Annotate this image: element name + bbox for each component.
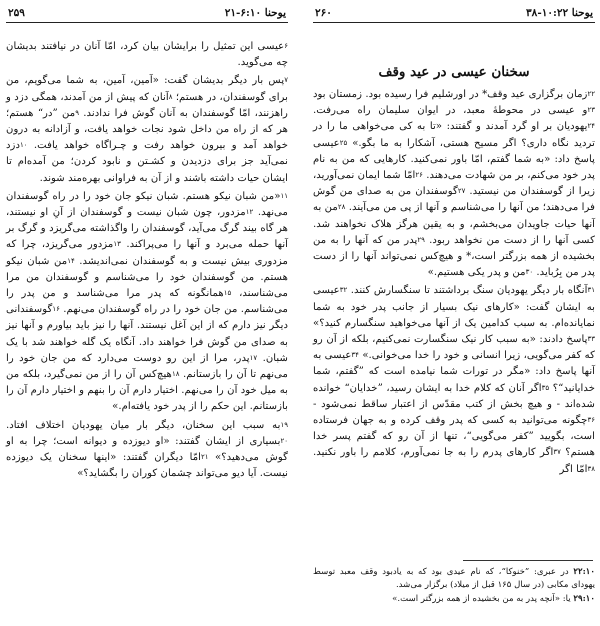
verse-text: عیسی پاسخ داد: «به شما گفتم، امّا باور نمی‌کنید. کارهایی که من به نام پدر خود می‌کنم، بر من شهادت می‌دهند. [313, 137, 595, 182]
verse-text: «من شبان نیکو هستم. شبان نیکو جان خود را در راه گوسفندان می‌نهد. [6, 190, 288, 219]
footnote-rule [463, 560, 593, 561]
verse-number: ۱۶ [52, 305, 60, 314]
running-head-left [6, 4, 288, 23]
paragraph [313, 283, 595, 477]
verse-number: ۲۹ [417, 235, 425, 244]
verse-number: ۲۴ [587, 122, 595, 131]
verse-number: ۳۳ [587, 335, 595, 344]
left-page-body [6, 39, 288, 482]
verse-text: من شبان نیکو هستم. من گوسفندان خود را می‌شناسم و گوسفندان من مرا می‌شناسند، [6, 255, 288, 300]
footnote-reference: ۲۹:۱۰ [573, 594, 595, 605]
verse-text: امّا اگر [559, 463, 588, 475]
verse-text: من به آنها حیات جاویدان می‌بخشم، و به یقین هرگز هلاک نخواهند شد. کسی آنها را از دست من نخواهد ربود. [313, 202, 595, 246]
verse-text: عیسی به آنها پاسخ داد: «مگر در تورات شما نیامده است که ”گفتم، شما خدایانید“؟ [313, 350, 595, 394]
verse-number: ۳۵ [541, 383, 550, 392]
verse-number: ۳۸ [587, 464, 595, 473]
footnotes [313, 566, 595, 608]
verse-text: اگر کارهای پدرم را به جا نمی‌آورم، کلامم را باور نکنید. [313, 447, 554, 459]
verse-text: و عیسی در محوطهٔ معبد، در ایوان سلیمان راه می‌رفت. [313, 105, 588, 117]
running-head-right [313, 4, 595, 23]
verse-text: هیچ‌کس آن را از من نمی‌گیرد، بلکه من به میل خود آن را می‌نهم. اختیار دارم آن را بنهم و اختیار دارم آن را بازستانم. این حکم را از پدر خود یافته‌ام.» [6, 369, 288, 413]
verse-text: بسیاری از ایشان گفتند: «او دیوزده و دیوانه است؛ چرا به او گوش می‌دهید؟» [6, 435, 288, 464]
verse-text: امّا شما ایمان نمی‌آورید، زیرا از گوسفندان من نیستید. [313, 170, 595, 198]
verse-text: گوسفندانی دیگر نیز دارم که از این آغل نیستند. آنها را نیز باید بیاورم و آنها نیز به صدای من گوش فرا خواهند داد. آنگاه یک گله خواهند شد با یک شبان. [6, 304, 289, 364]
verse-number: ۱۱ [280, 191, 288, 200]
verse-number: ۹ [75, 108, 79, 117]
footnote [313, 593, 595, 606]
verse-text: چگونه می‌توانید به کسی که پدر وقف کرده و به جهان فرستاده است، بگویید ”کفر می‌گویی“، تنها از آن رو که گفتم پسر خدا هستم؟ [313, 415, 595, 459]
left-page [6, 0, 288, 626]
verse-number: ۱۹ [280, 420, 288, 429]
footnote-text: یا: «آنچه پدر به من بخشیده از همه بزرگتر است.» [392, 594, 571, 605]
verse-text: آنگاه بار دیگر یهودیان سنگ برداشتند تا سنگسارش کنند. [350, 285, 588, 297]
verse-number: ۳۴ [351, 351, 359, 360]
right-page [313, 0, 595, 626]
verse-text: من و پدر یکی هستیم.» [427, 267, 526, 279]
paragraph [6, 39, 288, 71]
verse-number: ۲۶ [415, 171, 423, 180]
verse-text: امّا دیگران گفتند: «اینها سخنان یک دیوزده نیست. آیا دیو می‌تواند چشمان کوران را بگشاید؟» [6, 452, 288, 480]
verse-number: ۲۵ [339, 138, 348, 147]
verse-text: یهودیان بر او گرد آمدند و گفتند: «تا به کی می‌خواهی ما را در تردید نگاه داری؟ اگر مسیح هستی، آشکارا به ما بگو.» [313, 121, 595, 149]
paragraph [6, 73, 288, 186]
verse-text: عیسی به ایشان گفت: «کارهای نیک بسیار از جانب پدر خود به شما نمایانده‌ام. به سبب کدامین یک از آنها می‌خواهید سنگسارم کنید؟» [313, 285, 595, 329]
paragraph [6, 418, 288, 483]
verse-number: ۱۲ [245, 208, 254, 217]
verse-text: به سبب این سخنان، دیگر بار میان یهودیان اختلاف افتاد. [6, 419, 281, 431]
verse-number: ۷ [284, 76, 288, 85]
verse-number: ۲۲ [587, 90, 595, 98]
verse-number: ۳۷ [553, 448, 561, 457]
verse-number: ۸ [168, 92, 173, 101]
verse-number: ۱۷ [249, 353, 258, 362]
verse-text: همانگونه که پدر مرا می‌شناسد و من پدر را می‌شناسم. من جان خود را در راه گوسفندان می‌نهم. [6, 288, 288, 316]
verse-number: ۱۵ [223, 289, 232, 298]
verse-text: آنان که پیش از من آمدند، همگی دزد و راهزنند، امّا گوسفندان به آنان گوش فرا ندادند. [6, 91, 288, 119]
verse-text: عیسی این تمثیل را برایشان بیان کرد، امّا آنان در نیافتند بدیشان چه می‌گوید. [6, 41, 288, 69]
right-page-body [313, 87, 595, 478]
verse-number: ۳۱ [587, 286, 595, 295]
page-number: ۲۵۹ [8, 7, 25, 19]
paragraph [313, 87, 595, 281]
verse-number: ۱۴ [67, 256, 75, 265]
footnote-reference: ۲۲:۱۰ [573, 567, 595, 577]
book-reference: یوحنا ۶:۱۰-۲۱ [224, 7, 286, 19]
verse-text: پدر من که آنها را به من بخشیده از همه بزرگتر است،* و هیچ‌کس نمی‌تواند آنها را از دست پدر من بِرُباید. [313, 234, 595, 279]
section-title: سخنان عیسی در عید وقف [378, 64, 530, 80]
verse-number: ۱۳ [113, 240, 121, 249]
verse-text: مزدور، چون شبان نیست و گوسفندان از آنِ او نیستند، هر گاه بیند گرگ می‌آید، گوسفندان را واگذاشته می‌گریزد و گرگ بر آنها حمله می‌برد و آنها را می‌پراکند. [6, 207, 288, 251]
verse-number: ۱۸ [171, 370, 180, 379]
verse-text: پدر، مرا از این رو دوست می‌دارد که من جان خود را می‌نهم تا آن را بازستانم. [6, 352, 288, 381]
footnote [313, 566, 595, 591]
verse-number: ۲۸ [337, 203, 346, 212]
verse-number: ۲۷ [457, 187, 466, 196]
verse-text: اگر آنان که کلام خدا به ایشان رسید، ”خدایان“ خوانده شده‌اند - و هیچ بخش از کتب مقدّس از اعتبار ساقط نمی‌شود - [313, 382, 595, 410]
book-reference: یوحنا ۱۰:۲۲-۳۸ [526, 7, 593, 19]
verse-number: ۲۳ [587, 106, 595, 115]
verse-text: زمان برگزاری عید وقف* در اورشلیم فرا رسیده بود. زمستان بود [313, 89, 588, 100]
verse-number: ۳۰ [525, 268, 534, 277]
paragraph [6, 189, 288, 416]
verse-number: ۳۲ [339, 286, 348, 295]
verse-number: ۲۰ [280, 436, 288, 445]
verse-text: پس بار دیگر بدیشان گفت: «آمین، آمین، به شما می‌گویم، من برای گوسفندان، در هستم؛ [6, 75, 288, 103]
verse-number: ۱۰ [20, 141, 28, 150]
verse-number: ۶ [284, 42, 288, 50]
verse-text: مزدور می‌گریزد، چرا که مزدوری بیش نیست و به گوسفندان نمی‌اندیشد. [6, 239, 289, 267]
page-number: ۲۶۰ [315, 7, 332, 19]
verse-text: من ”در“ هستم؛ هر که از راه من داخل شود نجات خواهد یافت، و آزادانه به درون خواهد آمد و بیرون خواهد رفت و چـراگاه خواهد یافت. [6, 107, 288, 152]
verse-number: ۲۱ [201, 453, 209, 462]
verse-text: دزد نمی‌آید جز برای دزدیدن و کشـتن و نابود کردن؛ من آمده‌ام تا ایشان حیات داشته باشند و از آن به فراوانی بهره‌مند شوند. [6, 140, 288, 184]
verse-text: گوسفندان من به صدای من گوش فرا می‌دهند؛ من آنها را می‌شناسم و آنها از پی من می‌آیند. [313, 186, 595, 214]
verse-text: پاسخ دادند: «به سبب کار نیک سنگسارت نمی‌کنیم، بلکه از آن رو که کفر می‌گویی، زیرا انسانی و خود را خدا می‌خوانی.» [313, 334, 595, 362]
verse-number: ۳۶ [587, 416, 595, 425]
footnote-text: در عبری: ”خنوکا“، که نام عیدی بود که به یادبود وقف معبد توسط یهودای مکابی (در سال ۱۶۵ قبل از میلاد) برگزار می‌شد. [313, 567, 595, 590]
